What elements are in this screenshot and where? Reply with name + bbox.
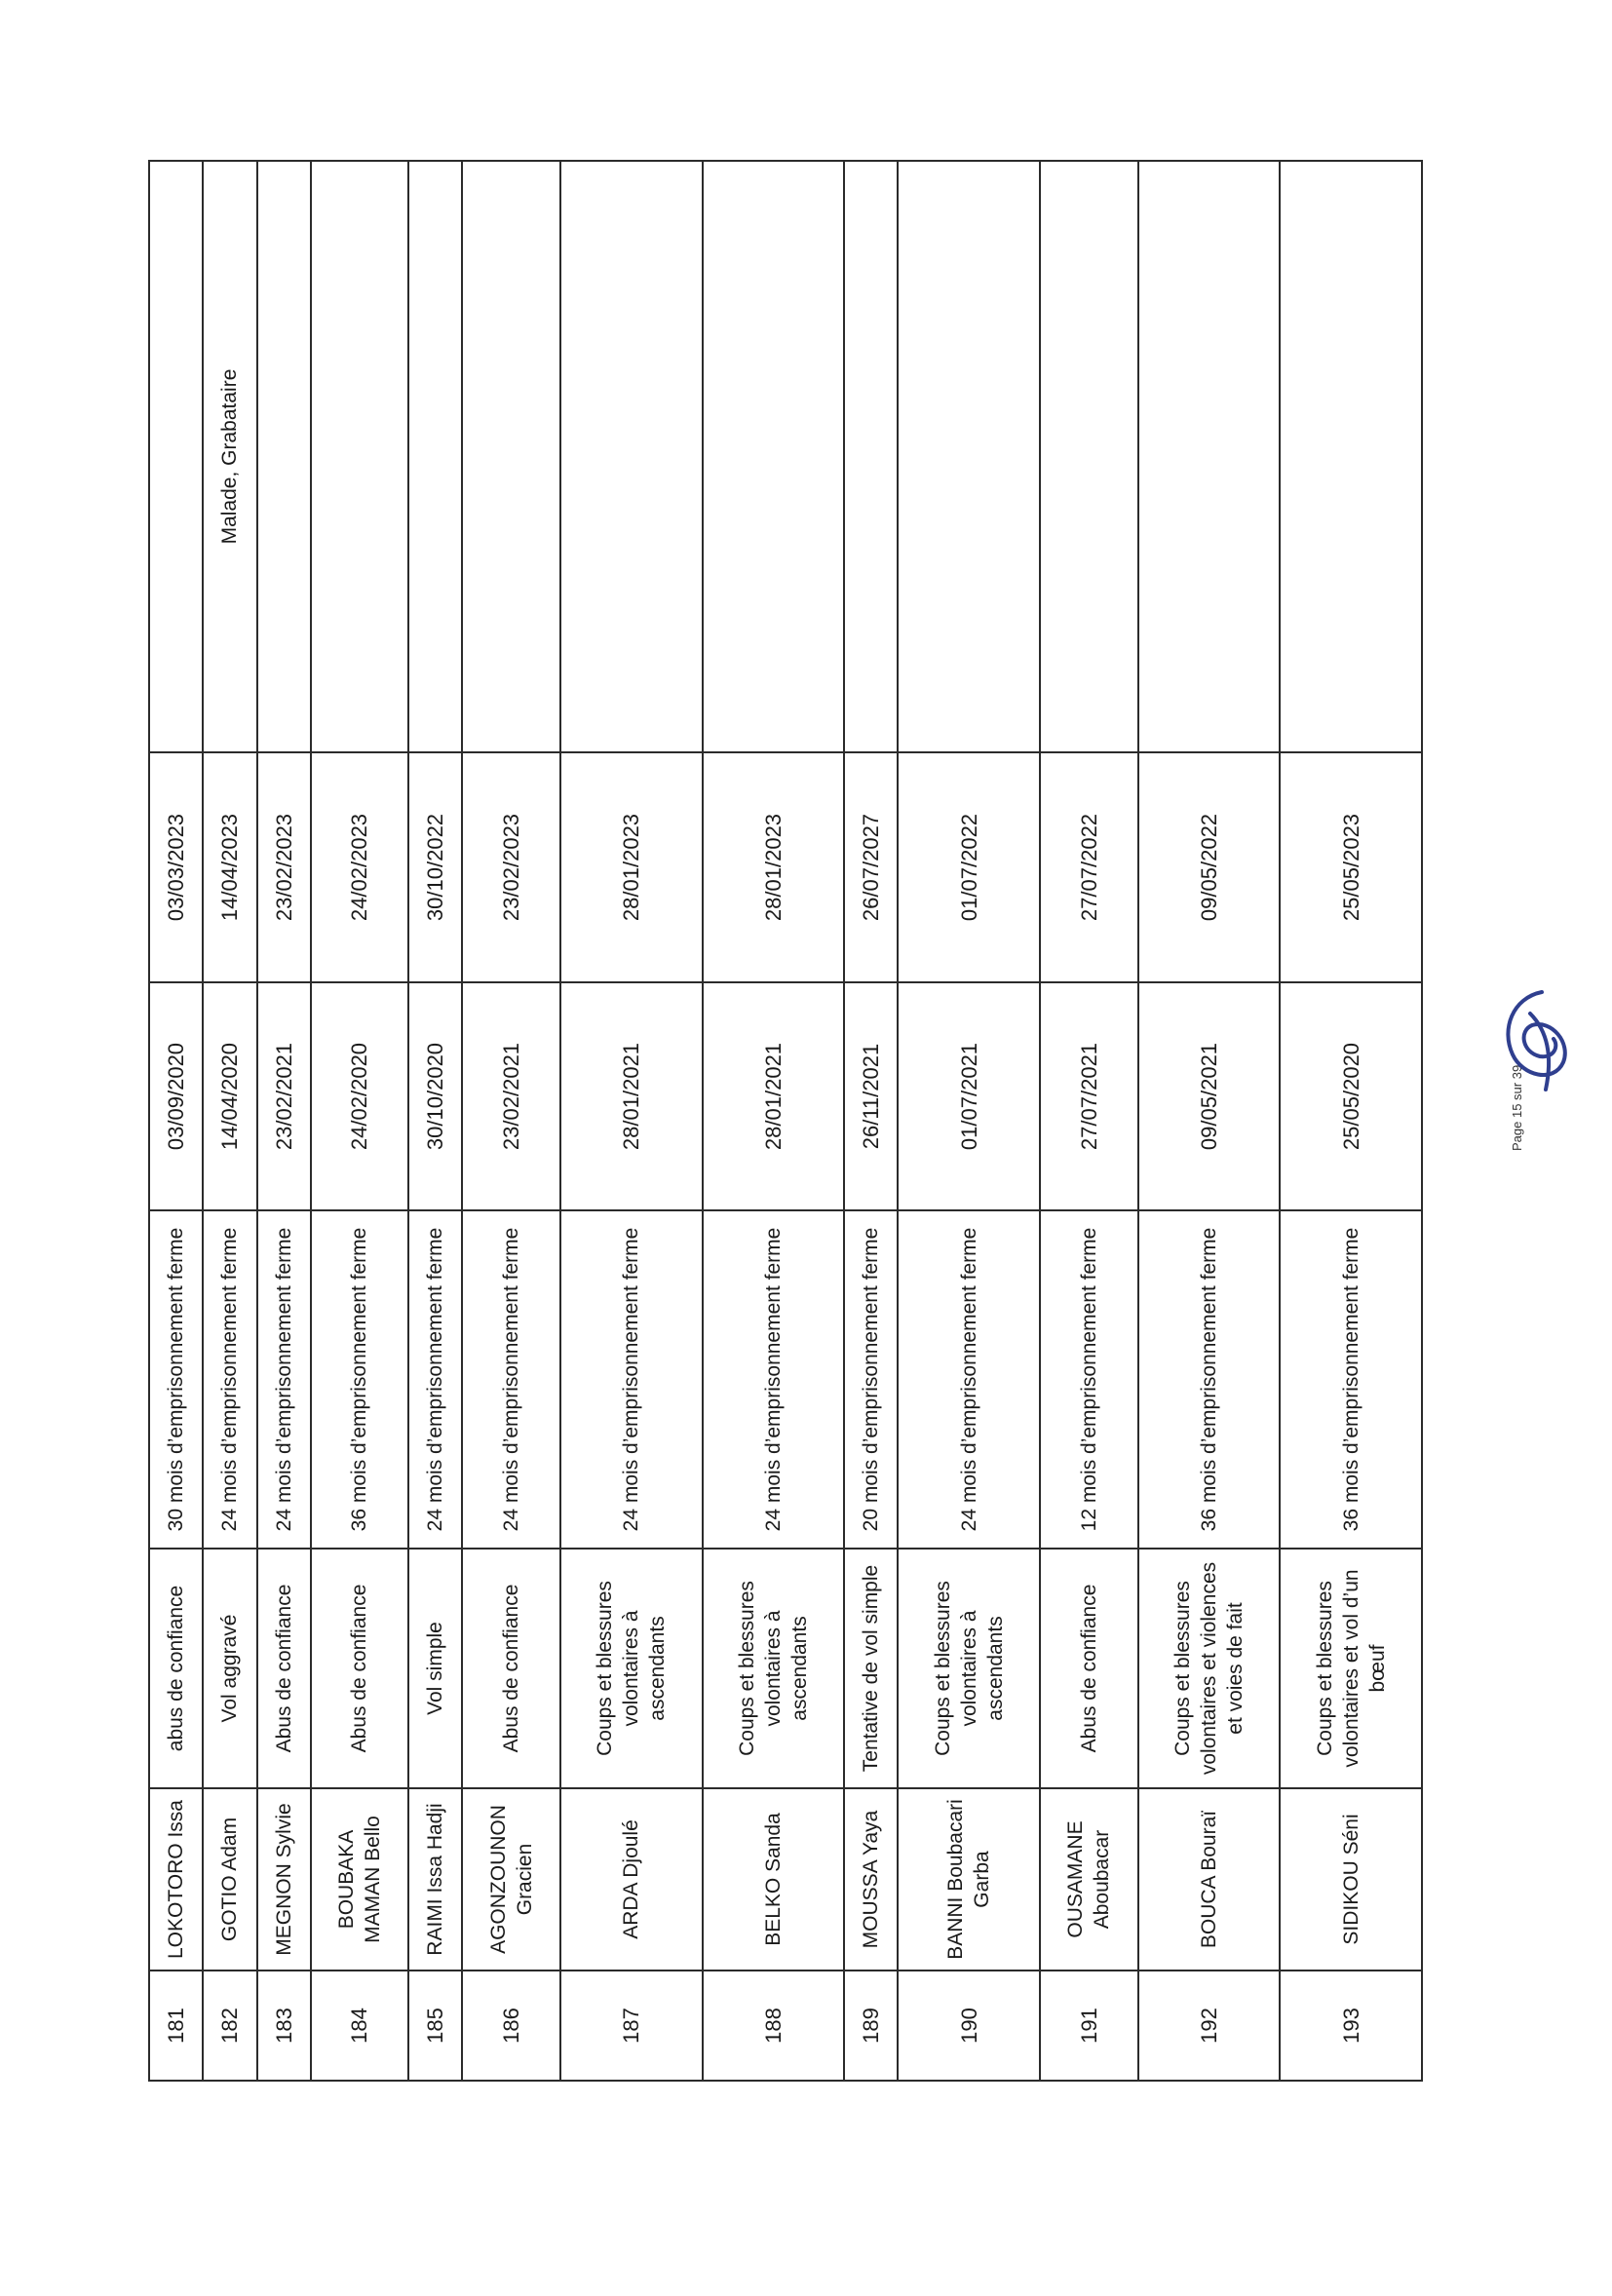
row-number-cell: 184 — [311, 1971, 408, 2081]
detainee-name-cell: GOTIO Adam — [203, 1788, 256, 1971]
table-row — [311, 161, 408, 2081]
sentence-cell: 24 mois d’emprisonnement ferme — [703, 1210, 845, 1549]
sentence-cell: 12 mois d’emprisonnement ferme — [1040, 1210, 1137, 1549]
start-date-cell: 28/01/2021 — [560, 982, 703, 1210]
end-date-cell: 28/01/2023 — [703, 752, 845, 982]
offense-cell: Coups et blessures volontaires à ascendants — [703, 1549, 845, 1788]
sentence-cell: 24 mois d’emprisonnement ferme — [898, 1210, 1040, 1549]
end-date-cell: 28/01/2023 — [560, 752, 703, 982]
end-date-cell: 23/02/2023 — [462, 752, 559, 982]
start-date-cell: 25/05/2020 — [1280, 982, 1422, 1210]
sentence-cell: 24 mois d’emprisonnement ferme — [560, 1210, 703, 1549]
observation-cell — [898, 161, 1040, 752]
detainee-name-cell: AGONZOUNON Gracien — [462, 1788, 559, 1971]
offense-cell: Coups et blessures volontaires et violences et voies de fait — [1138, 1549, 1281, 1788]
sentence-cell: 24 mois d’emprisonnement ferme — [257, 1210, 311, 1549]
row-number-cell: 183 — [257, 1971, 311, 2081]
offense-cell: Abus de confiance — [462, 1549, 559, 1788]
end-date-cell: 25/05/2023 — [1280, 752, 1422, 982]
sentence-cell: 24 mois d’emprisonnement ferme — [462, 1210, 559, 1549]
offense-cell: Tentative de vol simple — [844, 1549, 898, 1788]
table-row — [408, 161, 462, 2081]
offense-cell: Abus de confiance — [257, 1549, 311, 1788]
end-date-cell: 03/03/2023 — [149, 752, 203, 982]
detainee-table — [148, 160, 1423, 2082]
detainee-name-cell: SIDIKOU Séni — [1280, 1788, 1422, 1971]
start-date-cell: 23/02/2021 — [462, 982, 559, 1210]
sentence-cell: 30 mois d’emprisonnement ferme — [149, 1210, 203, 1549]
observation-cell — [408, 161, 462, 752]
row-number-cell: 182 — [203, 1971, 256, 2081]
sentence-cell: 36 mois d’emprisonnement ferme — [311, 1210, 408, 1549]
row-number-cell: 186 — [462, 1971, 559, 2081]
row-number-cell: 185 — [408, 1971, 462, 2081]
start-date-cell: 09/05/2021 — [1138, 982, 1281, 1210]
start-date-cell: 28/01/2021 — [703, 982, 845, 1210]
row-number-cell: 192 — [1138, 1971, 1281, 2081]
page-number: Page 15 sur 39 — [1510, 1064, 1524, 1151]
table-row — [257, 161, 311, 2081]
end-date-cell: 26/07/2027 — [844, 752, 898, 982]
table-row — [1280, 161, 1422, 2081]
end-date-cell: 24/02/2023 — [311, 752, 408, 982]
detainee-name-cell: LOKOTORO Issa — [149, 1788, 203, 1971]
detainee-name-cell: OUSAMANE Aboubacar — [1040, 1788, 1137, 1971]
start-date-cell: 27/07/2021 — [1040, 982, 1137, 1210]
observation-cell — [844, 161, 898, 752]
table-row — [203, 161, 256, 2081]
observation-cell — [560, 161, 703, 752]
table-row — [462, 161, 559, 2081]
table-row — [560, 161, 703, 2081]
end-date-cell: 14/04/2023 — [203, 752, 256, 982]
table-row — [149, 161, 203, 2081]
start-date-cell: 01/07/2021 — [898, 982, 1040, 1210]
offense-cell: Coups et blessures volontaires à ascendants — [898, 1549, 1040, 1788]
start-date-cell: 30/10/2020 — [408, 982, 462, 1210]
start-date-cell: 23/02/2021 — [257, 982, 311, 1210]
table-row — [898, 161, 1040, 2081]
observation-cell — [462, 161, 559, 752]
detainee-name-cell: BOUBAKA MAMAN Bello — [311, 1788, 408, 1971]
offense-cell: Coups et blessures volontaires et vol d’un bœuf — [1280, 1549, 1422, 1788]
start-date-cell: 26/11/2021 — [844, 982, 898, 1210]
row-number-cell: 189 — [844, 1971, 898, 2081]
detainee-name-cell: MOUSSA Yaya — [844, 1788, 898, 1971]
row-number-cell: 193 — [1280, 1971, 1422, 2081]
row-number-cell: 190 — [898, 1971, 1040, 2081]
observation-cell — [1138, 161, 1281, 752]
end-date-cell: 01/07/2022 — [898, 752, 1040, 982]
start-date-cell: 14/04/2020 — [203, 982, 256, 1210]
sentence-cell: 20 mois d’emprisonnement ferme — [844, 1210, 898, 1549]
detainee-name-cell: BOUCA Bouraï — [1138, 1788, 1281, 1971]
table-row — [844, 161, 898, 2081]
sentence-cell: 24 mois d’emprisonnement ferme — [203, 1210, 256, 1549]
detainee-name-cell: BANNI Boubacari Garba — [898, 1788, 1040, 1971]
end-date-cell: 23/02/2023 — [257, 752, 311, 982]
row-number-cell: 187 — [560, 1971, 703, 2081]
table-body — [149, 161, 1422, 2081]
observation-cell — [149, 161, 203, 752]
start-date-cell: 03/09/2020 — [149, 982, 203, 1210]
end-date-cell: 27/07/2022 — [1040, 752, 1137, 982]
offense-cell: abus de confiance — [149, 1549, 203, 1788]
detainee-name-cell: ARDA Djoulé — [560, 1788, 703, 1971]
observation-cell: Malade, Grabataire — [203, 161, 256, 752]
start-date-cell: 24/02/2020 — [311, 982, 408, 1210]
observation-cell — [703, 161, 845, 752]
observation-cell — [257, 161, 311, 752]
end-date-cell: 09/05/2022 — [1138, 752, 1281, 982]
offense-cell: Abus de confiance — [1040, 1549, 1137, 1788]
row-number-cell: 181 — [149, 1971, 203, 2081]
row-number-cell: 188 — [703, 1971, 845, 2081]
signature-icon — [1491, 984, 1579, 1101]
offense-cell: Coups et blessures volontaires à ascendants — [560, 1549, 703, 1788]
observation-cell — [311, 161, 408, 752]
detainee-name-cell: RAIMI Issa Hadji — [408, 1788, 462, 1971]
sentence-cell: 24 mois d’emprisonnement ferme — [408, 1210, 462, 1549]
table-row — [1040, 161, 1137, 2081]
end-date-cell: 30/10/2022 — [408, 752, 462, 982]
offense-cell: Abus de confiance — [311, 1549, 408, 1788]
sentence-cell: 36 mois d’emprisonnement ferme — [1138, 1210, 1281, 1549]
detainee-name-cell: MEGNON Sylvie — [257, 1788, 311, 1971]
rotated-page-content — [148, 162, 1423, 2082]
table-row — [1138, 161, 1281, 2081]
row-number-cell: 191 — [1040, 1971, 1137, 2081]
observation-cell — [1040, 161, 1137, 752]
observation-cell — [1280, 161, 1422, 752]
sentence-cell: 36 mois d’emprisonnement ferme — [1280, 1210, 1422, 1549]
detainee-name-cell: BELKO Sanda — [703, 1788, 845, 1971]
offense-cell: Vol simple — [408, 1549, 462, 1788]
table-row — [703, 161, 845, 2081]
offense-cell: Vol aggravé — [203, 1549, 256, 1788]
